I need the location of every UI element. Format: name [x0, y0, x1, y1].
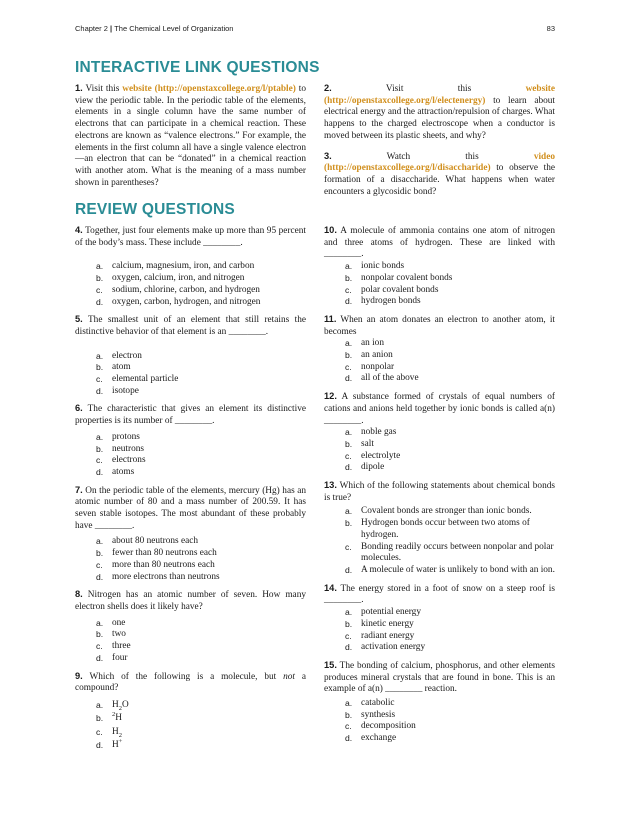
option-text: Bonding readily occurs between nonpolar and polar molecules.: [361, 541, 554, 564]
answer-options: [324, 261, 555, 308]
option-letter: c.: [345, 450, 352, 461]
option-b: [324, 710, 555, 722]
formula-h-plus: H+: [112, 738, 123, 751]
review-section-title: REVIEW QUESTIONS: [75, 201, 235, 218]
option-letter: b.: [96, 548, 104, 559]
question-number: 11.: [324, 313, 337, 324]
answer-options: [324, 506, 555, 576]
chapter-title: The Chemical Level of Organization: [114, 24, 234, 33]
question-3: [324, 151, 555, 199]
interactive-section-title: INTERACTIVE LINK QUESTIONS: [75, 59, 320, 76]
option-text: two: [112, 629, 126, 640]
option-b: [324, 350, 555, 362]
question-8: [75, 589, 306, 613]
option-text: more than 80 neutrons each: [112, 559, 215, 570]
option-text: hydrogen bonds: [361, 296, 421, 307]
option-c: [75, 374, 306, 386]
option-letter: c.: [345, 284, 352, 295]
question-text: A molecule of ammonia contains one atom of nitrogen and three atoms of hydrogen. These are linked with ________.: [324, 226, 555, 260]
option-text: Covalent bonds are stronger than ionic bonds.: [361, 506, 532, 517]
option-letter: c.: [345, 361, 352, 372]
question-number: 5.: [75, 314, 83, 325]
formula-2h: $^2$H: [112, 711, 122, 724]
option-b: [324, 518, 555, 541]
option-letter: a.: [96, 699, 104, 710]
interactive-right-column: [324, 83, 555, 202]
option-text: kinetic energy: [361, 618, 414, 629]
option-letter: b.: [96, 713, 104, 724]
question-4: [75, 225, 306, 249]
option-d: [75, 386, 306, 398]
option-text: oxygen, calcium, iron, and nitrogen: [112, 273, 245, 284]
option-letter: b.: [345, 518, 353, 529]
option-text: neutrons: [112, 443, 145, 454]
option-a: [324, 261, 555, 273]
review-right-column: [324, 225, 555, 751]
option-text: A molecule of water is unlikely to bond with an ion.: [361, 564, 555, 575]
option-letter: b.: [96, 362, 104, 373]
option-c: [324, 542, 555, 565]
question-2: [324, 83, 555, 143]
option-c: [75, 641, 306, 653]
question-text: The smallest unit of an element that still retains the distinctive behavior of that element is an ________.: [75, 315, 306, 337]
option-text: fewer than 80 neutrons each: [112, 548, 217, 559]
option-d: [324, 373, 555, 385]
option-letter: d.: [96, 296, 104, 307]
question-text: A substance formed of crystals of equal numbers of cations and anions held together by ionic bonds is called a(n) ________.: [324, 392, 555, 426]
page-number: 83: [546, 24, 555, 33]
option-a: [324, 607, 555, 619]
answer-options: [75, 618, 306, 665]
option-letter: b.: [96, 273, 104, 284]
question-15: [324, 660, 555, 696]
option-text: nonpolar covalent bonds: [361, 272, 453, 283]
option-letter: b.: [96, 629, 104, 640]
option-c: [75, 285, 306, 297]
formula-h2o: $H_2O$: [112, 699, 129, 712]
option-a: [324, 427, 555, 439]
option-text: three: [112, 641, 131, 652]
option-letter: b.: [345, 709, 353, 720]
option-b: [75, 712, 306, 726]
option-text: sodium, chlorine, carbon, and hydrogen: [112, 284, 260, 295]
option-text: polar covalent bonds: [361, 284, 439, 295]
question-6: [75, 403, 306, 427]
question-number: 10.: [324, 225, 337, 235]
option-text: noble gas: [361, 427, 397, 438]
option-letter: d.: [96, 740, 104, 751]
option-text: four: [112, 652, 128, 663]
chapter-label: Chapter 2: [75, 24, 108, 33]
question-number: 3.: [324, 150, 332, 161]
question-text: The energy stored in a foot of snow on a steep roof is ________.: [324, 583, 555, 606]
question-text: Watch this: [331, 151, 534, 162]
electenergy-link[interactable]: website (http://openstaxcollege.org/l/electenergy): [324, 84, 555, 106]
option-a: [75, 699, 306, 713]
question-14: [324, 583, 555, 607]
answer-options: [324, 607, 555, 654]
question-text: Which of the following statements about chemical bonds is true?: [324, 481, 555, 503]
option-letter: d.: [345, 642, 353, 653]
option-text: one: [112, 617, 126, 628]
option-c: [324, 721, 555, 733]
option-text: electrons: [112, 455, 146, 466]
option-letter: b.: [345, 350, 353, 361]
answer-options: [324, 338, 555, 385]
question-text: On the periodic table of the elements, mercury (Hg) has an atomic number of 80 and a mass number of 200.59. It has seven stable isotopes. The most abundant of these probably have ________.: [75, 485, 306, 531]
question-12: [324, 391, 555, 427]
option-text: protons: [112, 431, 140, 442]
question-text: Visit this: [82, 84, 123, 94]
option-a: [75, 351, 306, 363]
option-d: [75, 467, 306, 479]
option-letter: c.: [96, 726, 103, 737]
option-letter: c.: [96, 641, 103, 652]
answer-options: [75, 351, 306, 398]
option-text: atoms: [112, 466, 135, 477]
interactive-left-column: [75, 83, 306, 193]
option-text: catabolic: [361, 698, 395, 709]
answer-options: [324, 427, 555, 474]
option-text: synthesis: [361, 709, 396, 720]
option-d: [324, 462, 555, 474]
option-text: an ion: [361, 338, 384, 349]
question-text: Together, just four elements make up more than 95 percent of the body’s mass. These include ________.: [75, 226, 306, 248]
option-letter: d.: [345, 373, 353, 384]
ptable-link[interactable]: website (http://openstaxcollege.org/l/ptable): [122, 84, 296, 94]
disaccharide-video-link[interactable]: video (http://openstaxcollege.org/l/disaccharide): [324, 151, 555, 174]
option-c: [324, 451, 555, 463]
option-letter: d.: [96, 466, 104, 477]
question-11: [324, 314, 555, 338]
option-b: [75, 362, 306, 374]
question-text: Which of the following is a molecule, but: [82, 671, 284, 682]
option-b: [75, 548, 306, 560]
review-left-column: [75, 225, 306, 759]
answer-options: [75, 261, 306, 308]
option-d: [324, 565, 555, 577]
option-c: [75, 726, 306, 740]
option-text: dipole: [361, 462, 385, 473]
question-number: 9.: [75, 670, 83, 681]
option-a: [75, 536, 306, 548]
option-letter: c.: [345, 541, 352, 552]
question-13: [324, 480, 555, 504]
option-text: calcium, magnesium, iron, and carbon: [112, 261, 255, 272]
question-number: 8.: [75, 589, 83, 600]
question-7: [75, 485, 306, 533]
option-text: electrolyte: [361, 450, 401, 461]
option-b: [75, 273, 306, 285]
question-9: [75, 671, 306, 695]
option-text: Hydrogen bonds occur between two atoms of hydrogen.: [361, 518, 530, 540]
option-text: about 80 neutrons each: [112, 536, 198, 547]
option-letter: d.: [345, 462, 353, 473]
option-b: [75, 629, 306, 641]
question-number: 14.: [324, 582, 337, 593]
running-title: [75, 24, 233, 33]
option-text: ionic bonds: [361, 261, 405, 272]
option-text: elemental particle: [112, 374, 179, 385]
formula-h2: $H_2$: [112, 726, 122, 739]
option-c: [75, 560, 306, 572]
option-letter: b.: [96, 443, 104, 454]
option-letter: a.: [96, 350, 104, 361]
question-number: 1.: [75, 83, 83, 93]
option-letter: d.: [96, 652, 104, 663]
question-text: When an atom donates an electron to another atom, it becomes: [324, 314, 555, 337]
option-letter: c.: [345, 630, 352, 641]
option-b: [75, 444, 306, 456]
option-letter: a.: [345, 427, 353, 438]
question-number: 13.: [324, 480, 337, 491]
option-letter: a.: [96, 617, 104, 628]
question-number: 12.: [324, 391, 337, 402]
option-text: all of the above: [361, 373, 419, 384]
option-b: [324, 273, 555, 285]
option-letter: a.: [96, 431, 104, 442]
option-d: [75, 739, 306, 753]
option-text: oxygen, carbon, hydrogen, and nitrogen: [112, 296, 261, 307]
option-a: [324, 338, 555, 350]
option-letter: a.: [96, 261, 104, 272]
option-c: [324, 285, 555, 297]
question-5: [75, 314, 306, 338]
option-letter: d.: [96, 385, 104, 396]
option-b: [324, 619, 555, 631]
question-number: 4.: [75, 225, 83, 235]
option-letter: a.: [345, 506, 353, 517]
option-letter: d.: [345, 564, 353, 575]
option-letter: a.: [345, 607, 353, 618]
option-a: [324, 698, 555, 710]
option-c: [324, 362, 555, 374]
option-d: [324, 733, 555, 745]
option-text: atom: [112, 362, 131, 373]
option-d: [324, 296, 555, 308]
option-text: potential energy: [361, 607, 421, 618]
option-c: [75, 455, 306, 467]
question-text: to view the periodic table. In the periodic table of the elements, elements in a single column have the same number of electrons that can participate in a chemical reaction. These electrons are known as “valence electrons.” For example, the elements in the first column all have a single valence electron—an electron that can be “donated” in a chemical reaction with another atom. What is the meaning of a mass number shown in parentheses?: [75, 84, 306, 188]
question-text: The characteristic that gives an element its distinctive properties is its number of ________.: [75, 404, 306, 427]
option-letter: b.: [345, 272, 353, 283]
question-text: to learn about electrical energy and the attraction/repulsion of charges. What happens to the charged electroscope when a conductor is moved between its plastic sheets, and why?: [324, 95, 555, 141]
question-text: Visit this: [331, 84, 526, 94]
option-text: decomposition: [361, 721, 416, 732]
question-text: Nitrogen has an atomic number of seven. How many electron shells does it likely have?: [75, 590, 306, 612]
option-d: [324, 642, 555, 654]
option-c: [324, 631, 555, 643]
option-letter: c.: [96, 284, 103, 295]
option-letter: a.: [345, 338, 353, 349]
option-text: an anion: [361, 350, 393, 361]
option-a: [75, 618, 306, 630]
question-number: 15.: [324, 659, 337, 670]
option-a: [75, 432, 306, 444]
option-d: [75, 297, 306, 309]
option-text: more electrons than neutrons: [112, 571, 220, 582]
option-letter: d.: [345, 296, 353, 307]
option-a: [324, 506, 555, 518]
option-letter: d.: [345, 733, 353, 744]
option-letter: c.: [96, 374, 103, 385]
option-letter: c.: [96, 559, 103, 570]
option-d: [75, 572, 306, 584]
option-text: electron: [112, 350, 142, 361]
option-letter: c.: [345, 721, 352, 732]
question-text: to observe the formation of a disaccharide. What happens when water encounters a glycosidic bond?: [324, 163, 555, 197]
option-a: [75, 261, 306, 273]
answer-options: [75, 536, 306, 583]
option-letter: a.: [345, 698, 353, 709]
answer-options: [75, 432, 306, 479]
option-d: [75, 653, 306, 665]
option-letter: c.: [96, 455, 103, 466]
answer-options: [75, 699, 306, 753]
header-separator: |: [107, 24, 115, 33]
option-letter: a.: [96, 536, 104, 547]
option-text: radiant energy: [361, 630, 415, 641]
option-letter: b.: [345, 618, 353, 629]
question-10: [324, 225, 555, 261]
option-text: isotope: [112, 385, 139, 396]
question-text: a compound?: [75, 671, 306, 694]
question-number: 6.: [75, 403, 83, 414]
question-1: [75, 83, 306, 189]
page-header: [75, 24, 555, 33]
option-letter: b.: [345, 438, 353, 449]
option-letter: a.: [345, 261, 353, 272]
question-number: 2.: [324, 83, 332, 93]
option-text: activation energy: [361, 642, 426, 653]
option-letter: d.: [96, 571, 104, 582]
option-text: exchange: [361, 733, 397, 744]
question-text: The bonding of calcium, phosphorus, and other elements produces mineral crystals that are found in bone. This is an example of a(n) ________ reaction.: [324, 660, 555, 695]
answer-options: [324, 698, 555, 745]
option-text: nonpolar: [361, 361, 395, 372]
option-text: salt: [361, 438, 374, 449]
emphasis-not: not: [283, 671, 295, 682]
question-number: 7.: [75, 484, 83, 495]
option-b: [324, 439, 555, 451]
